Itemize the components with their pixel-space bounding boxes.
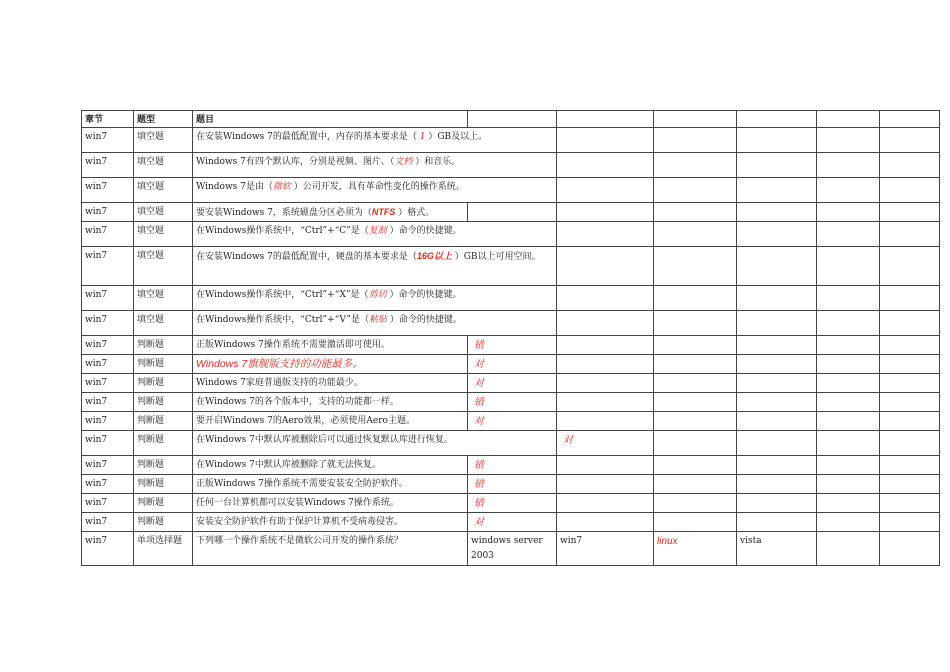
- chapter-cell: win7: [82, 475, 134, 494]
- question-cell: [193, 222, 557, 247]
- option-a-cell: windows server 2003: [468, 532, 557, 566]
- question-text: 在安装Windows 7的最低配置中，硬盘的基本要求是（: [196, 252, 417, 262]
- type-cell: 判断题: [134, 336, 193, 355]
- table-row: [82, 247, 940, 286]
- answer-text: 对: [474, 359, 484, 370]
- empty-cell: [737, 355, 817, 374]
- empty-cell: [880, 456, 940, 475]
- empty-cell: [737, 247, 817, 286]
- table-row: [82, 153, 940, 178]
- empty-cell: [737, 393, 817, 412]
- empty-cell: [557, 222, 654, 247]
- type-cell: 判断题: [134, 412, 193, 431]
- empty-cell: [880, 247, 940, 286]
- empty-cell: [737, 431, 817, 456]
- question-cell: 任何一台计算机都可以安装Windows 7操作系统。: [193, 494, 468, 513]
- empty-cell: [737, 336, 817, 355]
- question-text: ）命令的快捷键。: [386, 226, 462, 236]
- type-cell: 填空题: [134, 286, 193, 311]
- header-empty: [654, 111, 737, 128]
- answer-text: 粘贴: [368, 315, 387, 325]
- empty-cell: [817, 336, 880, 355]
- question-cell: 在Windows 7中默认库被删除了就无法恢复。: [193, 456, 468, 475]
- empty-cell: [654, 247, 737, 286]
- header-type: 题型: [134, 111, 193, 128]
- type-cell: 填空题: [134, 247, 193, 286]
- empty-cell: [654, 393, 737, 412]
- empty-cell: [654, 412, 737, 431]
- answer-cell: [468, 494, 557, 513]
- empty-cell: [880, 222, 940, 247]
- answer-cell: [468, 393, 557, 412]
- empty-cell: [737, 178, 817, 203]
- table-row: [82, 374, 940, 393]
- question-cell: 正版Windows 7操作系统不需要安装安全防护软件。: [193, 475, 468, 494]
- question-text: 在Windows操作系统中，“Ctrl”+“V”是（: [196, 315, 369, 325]
- empty-cell: [880, 128, 940, 153]
- empty-cell: [557, 286, 654, 311]
- answer-cell: [468, 513, 557, 532]
- chapter-cell: win7: [82, 374, 134, 393]
- type-cell: 填空题: [134, 311, 193, 336]
- answer-text: 错: [474, 397, 484, 408]
- chapter-cell: win7: [82, 494, 134, 513]
- empty-cell: [880, 513, 940, 532]
- empty-cell: [737, 374, 817, 393]
- header-question: 题目: [193, 111, 468, 128]
- table-row: [82, 355, 940, 374]
- answer-cell: [468, 475, 557, 494]
- empty-cell: [557, 475, 654, 494]
- type-cell: 判断题: [134, 513, 193, 532]
- answer-text: 对: [474, 416, 484, 427]
- question-text: 在Windows操作系统中，“Ctrl”+“C”是（: [196, 226, 369, 236]
- question-text: ）格式。: [395, 208, 435, 218]
- question-cell: 正版Windows 7操作系统不需要激活即可使用。: [193, 336, 468, 355]
- question-cell: 下列哪一个操作系统不是微软公司开发的操作系统？: [193, 532, 468, 566]
- empty-cell: [880, 355, 940, 374]
- question-text: 要安装Windows 7，系统磁盘分区必须为（: [196, 208, 372, 218]
- empty-cell: [880, 431, 940, 456]
- empty-cell: [468, 203, 557, 222]
- chapter-cell: win7: [82, 128, 134, 153]
- question-text: Windows 7有四个默认库，分别是视频、图片、（: [196, 157, 395, 167]
- empty-cell: [737, 222, 817, 247]
- empty-cell: [737, 286, 817, 311]
- type-cell: 填空题: [134, 203, 193, 222]
- empty-cell: [737, 475, 817, 494]
- empty-cell: [557, 513, 654, 532]
- empty-cell: [817, 494, 880, 513]
- empty-cell: [880, 532, 940, 566]
- answer-text: 错: [474, 479, 484, 490]
- empty-cell: [557, 393, 654, 412]
- option-c-cell: [654, 532, 737, 566]
- question-text: Windows 7旗舰版支持的功能最多。: [196, 358, 363, 370]
- answer-cell: [468, 374, 557, 393]
- answer-text: NTFS: [371, 207, 396, 217]
- table-row: [82, 475, 940, 494]
- chapter-cell: win7: [82, 286, 134, 311]
- empty-cell: [557, 247, 654, 286]
- empty-cell: [557, 456, 654, 475]
- empty-cell: [557, 355, 654, 374]
- type-cell: 判断题: [134, 456, 193, 475]
- header-empty: [880, 111, 940, 128]
- answer-text: 剪切: [368, 290, 387, 300]
- empty-cell: [817, 311, 880, 336]
- empty-cell: [817, 374, 880, 393]
- empty-cell: [880, 286, 940, 311]
- type-cell: 判断题: [134, 431, 193, 456]
- empty-cell: [557, 178, 654, 203]
- question-text: 在安装Windows 7的最低配置中，内存的基本要求是（: [196, 132, 420, 142]
- table-row: [82, 336, 940, 355]
- empty-cell: [654, 336, 737, 355]
- empty-cell: [817, 128, 880, 153]
- empty-cell: [880, 412, 940, 431]
- empty-cell: [817, 247, 880, 286]
- empty-cell: [817, 393, 880, 412]
- table-row: [82, 393, 940, 412]
- answer-text: 1: [419, 132, 426, 142]
- empty-cell: [880, 374, 940, 393]
- empty-cell: [880, 336, 940, 355]
- question-cell: [193, 153, 557, 178]
- empty-cell: [737, 513, 817, 532]
- question-text: ）公司开发，具有革命性变化的操作系统。: [290, 182, 465, 192]
- empty-cell: [817, 532, 880, 566]
- chapter-cell: win7: [82, 456, 134, 475]
- empty-cell: [737, 494, 817, 513]
- empty-cell: [557, 494, 654, 513]
- table-row: [82, 178, 940, 203]
- answer-text: 错: [474, 340, 484, 351]
- answer-text: 微软: [272, 182, 291, 192]
- empty-cell: [817, 153, 880, 178]
- chapter-cell: win7: [82, 393, 134, 412]
- empty-cell: [654, 286, 737, 311]
- empty-cell: [817, 222, 880, 247]
- header-empty: [557, 111, 654, 128]
- question-cell: 安装安全防护软件有助于保护计算机不受病毒侵害。: [193, 513, 468, 532]
- empty-cell: [880, 153, 940, 178]
- question-cell: [193, 128, 557, 153]
- empty-cell: [557, 374, 654, 393]
- empty-cell: [737, 412, 817, 431]
- chapter-cell: win7: [82, 153, 134, 178]
- empty-cell: [880, 494, 940, 513]
- answer-cell: [468, 336, 557, 355]
- type-cell: 填空题: [134, 178, 193, 203]
- question-cell: Windows 7家庭普通版支持的功能最少。: [193, 374, 468, 393]
- question-cell: [193, 203, 468, 222]
- empty-cell: [817, 513, 880, 532]
- type-cell: 判断题: [134, 355, 193, 374]
- answer-cell: [468, 412, 557, 431]
- question-text: Windows 7是由（: [196, 182, 273, 192]
- empty-cell: [880, 203, 940, 222]
- type-cell: 填空题: [134, 128, 193, 153]
- empty-cell: [817, 456, 880, 475]
- empty-cell: [654, 128, 737, 153]
- question-text: ）命令的快捷键。: [387, 315, 462, 325]
- empty-cell: [557, 203, 654, 222]
- chapter-cell: win7: [82, 203, 134, 222]
- question-text: ）命令的快捷键。: [386, 290, 462, 300]
- empty-cell: [880, 178, 940, 203]
- table-row: [82, 128, 940, 153]
- option-b-cell: win7: [557, 532, 654, 566]
- chapter-cell: win7: [82, 355, 134, 374]
- header-empty: [817, 111, 880, 128]
- table-row: [82, 203, 940, 222]
- type-cell: 填空题: [134, 153, 193, 178]
- table-row: [82, 494, 940, 513]
- table-row: [82, 532, 940, 566]
- empty-cell: [817, 203, 880, 222]
- empty-cell: [557, 412, 654, 431]
- answer-cell: [557, 431, 654, 456]
- question-cell: [193, 286, 557, 311]
- empty-cell: [737, 153, 817, 178]
- table-row: [82, 222, 940, 247]
- question-cell: [193, 178, 557, 203]
- chapter-cell: win7: [82, 431, 134, 456]
- answer-text: 对: [563, 435, 573, 446]
- empty-cell: [557, 311, 654, 336]
- chapter-cell: win7: [82, 311, 134, 336]
- header-empty: [468, 111, 557, 128]
- chapter-cell: win7: [82, 513, 134, 532]
- empty-cell: [557, 153, 654, 178]
- empty-cell: [654, 431, 737, 456]
- question-text: ）和音乐。: [412, 157, 461, 167]
- empty-cell: [880, 393, 940, 412]
- empty-cell: [737, 311, 817, 336]
- question-text: 在Windows操作系统中，“Ctrl”+“X”是（: [196, 290, 369, 300]
- empty-cell: [817, 431, 880, 456]
- empty-cell: [737, 456, 817, 475]
- empty-cell: [654, 494, 737, 513]
- chapter-cell: win7: [82, 412, 134, 431]
- question-cell: [193, 247, 557, 286]
- type-cell: 判断题: [134, 393, 193, 412]
- empty-cell: [654, 203, 737, 222]
- empty-cell: [654, 355, 737, 374]
- table-row: [82, 513, 940, 532]
- table-row: [82, 431, 940, 456]
- empty-cell: [737, 128, 817, 153]
- option-d-cell: vista: [737, 532, 817, 566]
- answer-text: 对: [474, 517, 484, 528]
- answer-cell: [468, 355, 557, 374]
- question-text: ）GB以上可用空间。: [451, 252, 541, 262]
- answer-text: 文档: [394, 157, 413, 167]
- question-cell: 在Windows 7中默认库被删除后可以通过恢复默认库进行恢复。: [193, 431, 557, 456]
- type-cell: 单项选择题: [134, 532, 193, 566]
- correct-option-text: linux: [657, 536, 678, 547]
- question-cell: [193, 355, 468, 374]
- table-header-row: [82, 111, 940, 128]
- answer-text: 复制: [368, 226, 387, 236]
- header-empty: [737, 111, 817, 128]
- type-cell: 填空题: [134, 222, 193, 247]
- question-text: ）GB及以上。: [425, 132, 488, 142]
- empty-cell: [654, 513, 737, 532]
- question-cell: 在Windows 7的各个版本中，支持的功能都一样。: [193, 393, 468, 412]
- header-chapter: 章节: [82, 111, 134, 128]
- chapter-cell: win7: [82, 222, 134, 247]
- answer-text: 错: [474, 460, 484, 471]
- empty-cell: [817, 286, 880, 311]
- empty-cell: [880, 475, 940, 494]
- empty-cell: [654, 178, 737, 203]
- question-cell: [193, 311, 557, 336]
- empty-cell: [557, 336, 654, 355]
- answer-text: 错: [474, 498, 484, 509]
- empty-cell: [654, 374, 737, 393]
- table-row: [82, 286, 940, 311]
- answer-cell: [468, 456, 557, 475]
- empty-cell: [557, 128, 654, 153]
- answer-text: 对: [474, 378, 484, 389]
- empty-cell: [654, 475, 737, 494]
- empty-cell: [880, 311, 940, 336]
- empty-cell: [817, 355, 880, 374]
- empty-cell: [817, 412, 880, 431]
- empty-cell: [654, 153, 737, 178]
- table-row: [82, 311, 940, 336]
- table-row: [82, 412, 940, 431]
- empty-cell: [817, 475, 880, 494]
- type-cell: 判断题: [134, 475, 193, 494]
- chapter-cell: win7: [82, 247, 134, 286]
- empty-cell: [654, 222, 737, 247]
- chapter-cell: win7: [82, 178, 134, 203]
- chapter-cell: win7: [82, 336, 134, 355]
- table-row: [82, 456, 940, 475]
- question-cell: 要开启Windows 7的Aero效果，必须使用Aero主题。: [193, 412, 468, 431]
- type-cell: 判断题: [134, 494, 193, 513]
- empty-cell: [817, 178, 880, 203]
- answer-text: 16G以上: [416, 251, 452, 261]
- empty-cell: [737, 203, 817, 222]
- empty-cell: [654, 456, 737, 475]
- type-cell: 判断题: [134, 374, 193, 393]
- chapter-cell: win7: [82, 532, 134, 566]
- empty-cell: [654, 311, 737, 336]
- question-table: [81, 110, 940, 566]
